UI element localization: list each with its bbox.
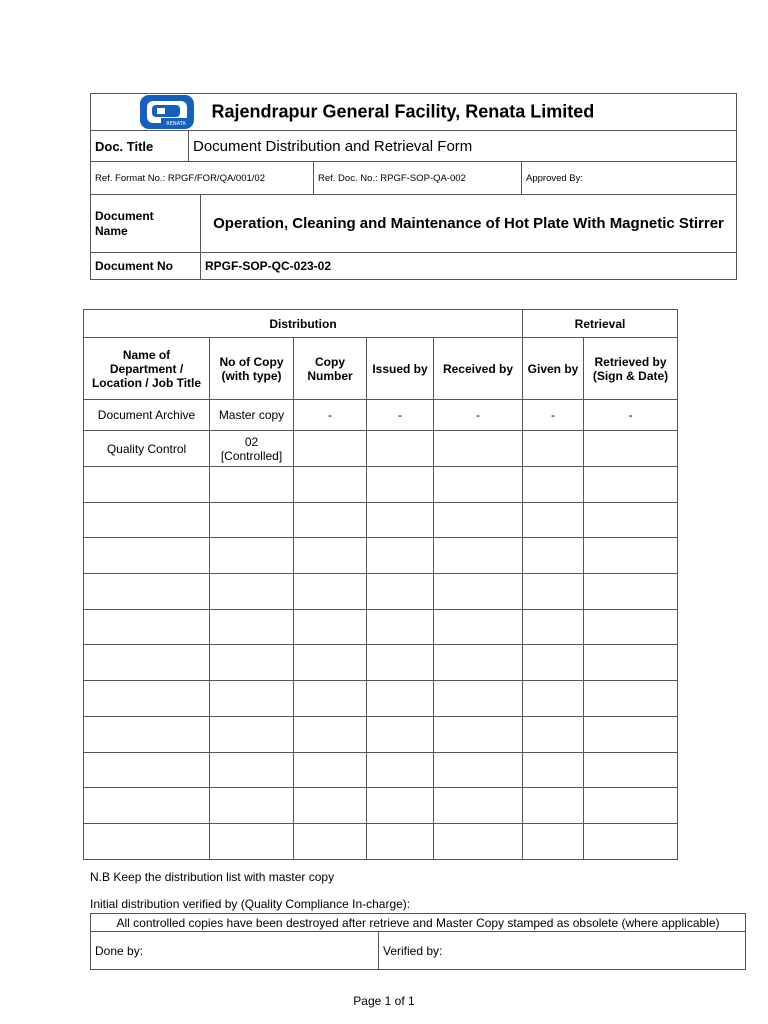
nb-note: N.B Keep the distribution list with master copy bbox=[90, 870, 335, 884]
renata-logo bbox=[139, 94, 195, 130]
empty-cell bbox=[434, 823, 523, 859]
empty-cell bbox=[523, 788, 584, 824]
cell-retrieved-by: - bbox=[584, 400, 678, 431]
empty-cell bbox=[294, 752, 367, 788]
distribution-table bbox=[83, 309, 678, 860]
empty-cell bbox=[523, 752, 584, 788]
col-header-retrieved-by: Retrieved by (Sign & Date) bbox=[584, 338, 678, 400]
empty-cell bbox=[367, 788, 434, 824]
cell-department: Quality Control bbox=[84, 431, 210, 467]
empty-cell bbox=[294, 681, 367, 717]
empty-cell bbox=[210, 788, 294, 824]
cell-received-by bbox=[434, 431, 523, 467]
ref-doc-number: Ref. Doc. No.: RPGF-SOP-QA-002 bbox=[314, 162, 522, 195]
empty-cell bbox=[434, 681, 523, 717]
cell-issued-by: - bbox=[367, 400, 434, 431]
col-header-received-by: Received by bbox=[434, 338, 523, 400]
company-name: Rajendrapur General Facility, Renata Limited bbox=[211, 101, 595, 122]
empty-cell bbox=[294, 538, 367, 574]
empty-cell bbox=[367, 716, 434, 752]
doc-name-value: Operation, Cleaning and Maintenance of Hot Plate With Magnetic Stirrer bbox=[201, 195, 737, 253]
empty-cell bbox=[584, 823, 678, 859]
empty-cell bbox=[367, 467, 434, 503]
empty-cell bbox=[210, 538, 294, 574]
doc-no-value: RPGF-SOP-QC-023-02 bbox=[201, 253, 737, 280]
cell-issued-by bbox=[367, 431, 434, 467]
empty-cell bbox=[84, 752, 210, 788]
empty-cell bbox=[584, 645, 678, 681]
empty-table-row bbox=[84, 752, 678, 788]
doc-name-label bbox=[91, 195, 201, 253]
empty-cell bbox=[210, 467, 294, 503]
empty-cell bbox=[523, 502, 584, 538]
copy-count: 02 bbox=[244, 434, 259, 449]
empty-cell bbox=[294, 645, 367, 681]
col-header-given-by: Given by bbox=[523, 338, 584, 400]
col-header-issued-by: Issued by bbox=[367, 338, 434, 400]
verified-by-field: Verified by: bbox=[379, 932, 746, 970]
empty-cell bbox=[584, 681, 678, 717]
distribution-group-header: Distribution bbox=[84, 310, 523, 338]
empty-cell bbox=[294, 609, 367, 645]
cell-no-of-copy: Master copy bbox=[210, 400, 294, 431]
empty-cell bbox=[523, 716, 584, 752]
empty-cell bbox=[294, 823, 367, 859]
empty-table-row bbox=[84, 574, 678, 610]
empty-cell bbox=[84, 823, 210, 859]
approved-by: Approved By: bbox=[522, 162, 737, 195]
empty-cell bbox=[367, 609, 434, 645]
empty-cell bbox=[84, 538, 210, 574]
empty-cell bbox=[584, 716, 678, 752]
empty-cell bbox=[523, 538, 584, 574]
empty-cell bbox=[584, 574, 678, 610]
empty-table-row bbox=[84, 467, 678, 503]
empty-cell bbox=[434, 788, 523, 824]
empty-table-row bbox=[84, 681, 678, 717]
cell-received-by: - bbox=[434, 400, 523, 431]
empty-cell bbox=[210, 574, 294, 610]
col-header-copy-number: Copy Number bbox=[294, 338, 367, 400]
done-by-field: Done by: bbox=[91, 932, 379, 970]
cell-retrieved-by bbox=[584, 431, 678, 467]
empty-cell bbox=[523, 609, 584, 645]
doc-title-label: Doc. Title bbox=[91, 131, 189, 162]
doc-name-label-line1: Document bbox=[95, 208, 154, 223]
doc-title-value: Document Distribution and Retrieval Form bbox=[189, 131, 737, 162]
cell-given-by: - bbox=[523, 400, 584, 431]
empty-cell bbox=[434, 574, 523, 610]
empty-cell bbox=[523, 574, 584, 610]
retrieval-confirmation-table bbox=[90, 913, 746, 970]
empty-table-row bbox=[84, 788, 678, 824]
empty-cell bbox=[523, 681, 584, 717]
empty-cell bbox=[84, 716, 210, 752]
empty-cell bbox=[367, 752, 434, 788]
empty-cell bbox=[367, 574, 434, 610]
empty-cell bbox=[294, 502, 367, 538]
empty-cell bbox=[84, 467, 210, 503]
empty-cell bbox=[434, 645, 523, 681]
empty-cell bbox=[84, 574, 210, 610]
empty-cell bbox=[434, 467, 523, 503]
initial-verification-note: Initial distribution verified by (Quality Compliance In-charge): bbox=[90, 897, 411, 911]
empty-cell bbox=[367, 681, 434, 717]
empty-cell bbox=[294, 574, 367, 610]
doc-no-label: Document No bbox=[91, 253, 201, 280]
empty-cell bbox=[584, 609, 678, 645]
table-row bbox=[84, 400, 678, 431]
table-row bbox=[84, 431, 678, 467]
empty-cell bbox=[367, 823, 434, 859]
empty-cell bbox=[210, 645, 294, 681]
empty-cell bbox=[584, 788, 678, 824]
cell-department: Document Archive bbox=[84, 400, 210, 431]
empty-cell bbox=[294, 716, 367, 752]
ref-format-number: Ref. Format No.: RPGF/FOR/QA/001/02 bbox=[91, 162, 314, 195]
empty-cell bbox=[434, 502, 523, 538]
retrieval-group-header: Retrieval bbox=[523, 310, 678, 338]
empty-cell bbox=[84, 788, 210, 824]
copy-type: [Controlled] bbox=[220, 448, 283, 463]
empty-cell bbox=[367, 502, 434, 538]
svg-text:RENATA: RENATA bbox=[166, 121, 186, 127]
empty-cell bbox=[523, 823, 584, 859]
empty-cell bbox=[523, 645, 584, 681]
destroyed-statement: All controlled copies have been destroyed after retrieve and Master Copy stamped as obsolete (where applicable) bbox=[91, 914, 746, 932]
empty-table-row bbox=[84, 502, 678, 538]
empty-cell bbox=[523, 467, 584, 503]
empty-cell bbox=[84, 681, 210, 717]
company-header-cell bbox=[91, 94, 737, 131]
empty-cell bbox=[210, 681, 294, 717]
empty-cell bbox=[84, 502, 210, 538]
empty-cell bbox=[84, 645, 210, 681]
document-header-table bbox=[90, 93, 737, 280]
cell-given-by bbox=[523, 431, 584, 467]
empty-cell bbox=[584, 538, 678, 574]
empty-cell bbox=[294, 467, 367, 503]
empty-cell bbox=[434, 752, 523, 788]
empty-cell bbox=[584, 752, 678, 788]
empty-cell bbox=[210, 752, 294, 788]
empty-cell bbox=[584, 467, 678, 503]
empty-cell bbox=[584, 502, 678, 538]
col-header-department: Name of Department / Location / Job Title bbox=[84, 338, 210, 400]
empty-cell bbox=[210, 823, 294, 859]
empty-cell bbox=[210, 502, 294, 538]
cell-copy-number bbox=[294, 431, 367, 467]
col-header-no-of-copy: No of Copy (with type) bbox=[210, 338, 294, 400]
empty-table-row bbox=[84, 609, 678, 645]
page-number: Page 1 of 1 bbox=[353, 994, 415, 1008]
empty-cell bbox=[367, 645, 434, 681]
empty-cell bbox=[434, 609, 523, 645]
empty-rows bbox=[84, 467, 678, 860]
empty-table-row bbox=[84, 716, 678, 752]
empty-table-row bbox=[84, 823, 678, 859]
empty-cell bbox=[434, 538, 523, 574]
empty-table-row bbox=[84, 538, 678, 574]
empty-cell bbox=[367, 538, 434, 574]
empty-cell bbox=[84, 609, 210, 645]
cell-copy-number: - bbox=[294, 400, 367, 431]
empty-cell bbox=[294, 788, 367, 824]
cell-no-of-copy bbox=[210, 431, 294, 467]
empty-cell bbox=[434, 716, 523, 752]
empty-cell bbox=[210, 716, 294, 752]
doc-name-label-line2: Name bbox=[95, 223, 128, 238]
empty-table-row bbox=[84, 645, 678, 681]
empty-cell bbox=[210, 609, 294, 645]
